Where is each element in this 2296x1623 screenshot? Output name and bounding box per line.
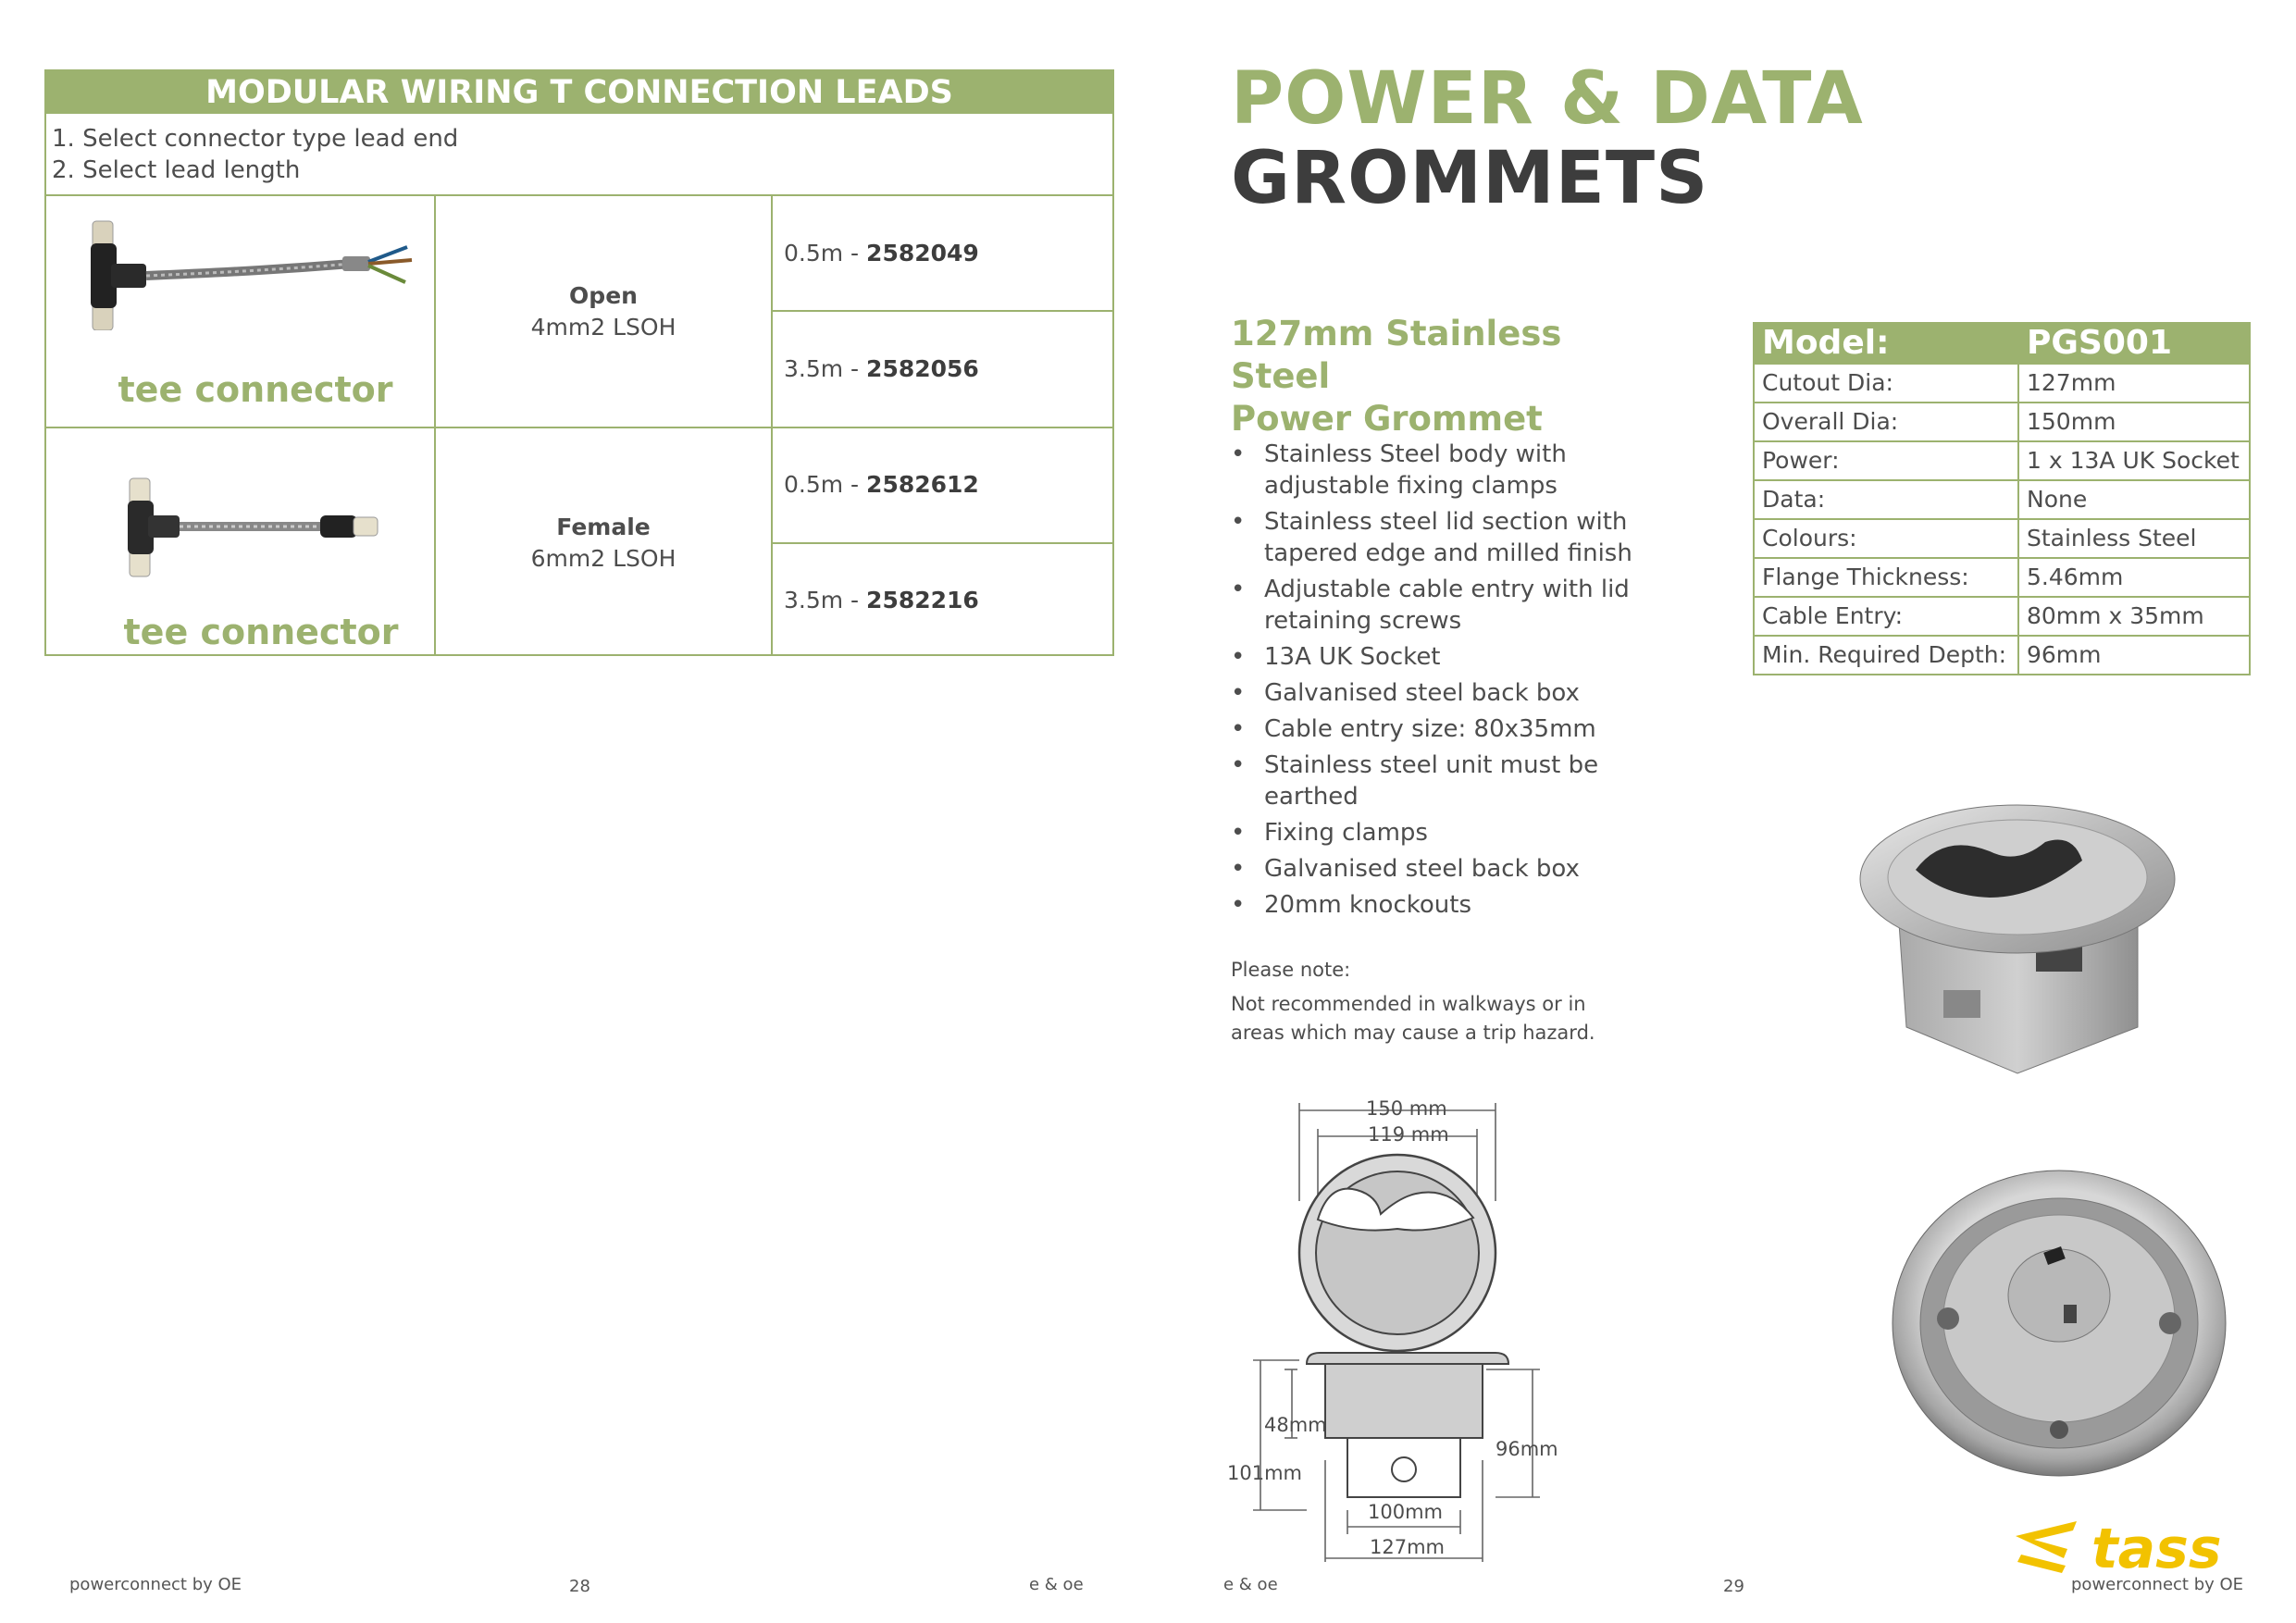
lead-length: 0.5m - [784,471,860,498]
divider [46,194,1112,196]
spec-label: Overall Dia: [1762,408,1899,435]
dim-total-depth: 101mm [1227,1462,1302,1484]
lead-length: 0.5m - [784,240,860,266]
dim-required-depth: 96mm [1496,1438,1558,1460]
divider [2017,442,2019,479]
spec-label: Cable Entry: [1762,602,1904,629]
spec-label: Cutout Dia: [1762,369,1893,396]
spec-row [1755,363,2249,402]
tass-logo [2012,1518,2256,1575]
spec-label: Data: [1762,486,1826,513]
lead-code: 2582056 [866,355,979,382]
feature-item: • 20mm knockouts [1231,889,1666,921]
page-title-line2: GROMMETS [1231,137,1709,220]
divider [2017,637,2019,674]
divider [2017,520,2019,557]
spec-row [1755,635,2249,674]
lead-type-name: Female [556,514,651,540]
connector-label: tee connector [123,612,399,652]
feature-item: • Galvanised steel back box [1231,853,1666,885]
open-tee-lead-image [74,219,426,330]
footer-brand-right: powerconnect by OE [2071,1575,2244,1594]
spec-table-header [1755,324,2249,363]
spec-value: 5.46mm [2027,564,2124,590]
feature-item: • Galvanised steel back box [1231,677,1666,709]
leads-table-heading: MODULAR WIRING T CONNECTION LEADS [46,71,1112,114]
spec-label: Flange Thickness: [1762,564,1969,590]
spec-row [1755,479,2249,518]
spec-row [1755,596,2249,635]
leads-table [44,69,1114,656]
lead-length-option [784,471,979,498]
lead-length-option [784,587,979,613]
divider [46,427,1112,428]
feature-item: • Fixing clamps [1231,817,1666,849]
spec-row [1755,402,2249,440]
grommet-top-photo [1888,1166,2230,1481]
feature-list [1231,439,1666,925]
footer-eoe-left: e & oe [1029,1575,1084,1594]
lead-type-spec: 6mm2 LSOH [530,545,676,572]
dim-inner: 119 mm [1368,1123,1449,1146]
spec-value: Stainless Steel [2027,525,2197,551]
divider [434,194,436,654]
feature-item: • Stainless steel lid section with tapered edge and milled finish [1231,506,1666,569]
product-subtitle [1231,313,1638,440]
lead-code: 2582216 [866,587,979,613]
page-title-line1: POWER & DATA [1231,57,1864,141]
female-tee-lead-image [111,477,416,578]
spec-label: Min. Required Depth: [1762,641,2007,668]
divider [2017,403,2019,440]
feature-item: • Stainless Steel body with adjustable fixing clamps [1231,439,1666,502]
lead-code: 2582049 [866,240,979,266]
footer-brand-left: powerconnect by OE [69,1575,242,1594]
connector-label: tee connector [118,369,393,410]
dim-cutout: 127mm [1370,1536,1445,1558]
spec-header-label: Model: [1762,324,1890,362]
spec-table [1753,322,2251,675]
logo-text: tass [2091,1518,2222,1575]
product-subtitle-line2: Power Grommet [1231,399,1543,439]
feature-item: • Cable entry size: 80x35mm [1231,713,1666,745]
spec-value: 96mm [2027,641,2102,668]
lead-length-option [784,240,979,266]
page-number-right: 29 [1723,1577,1744,1596]
note-title: Please note: [1231,959,1351,981]
divider [2017,481,2019,518]
dim-box-width: 100mm [1368,1501,1443,1523]
lead-length: 3.5m - [784,587,860,613]
note-body: Not recommended in walkways or in areas which may cause a trip hazard. [1231,993,1595,1044]
divider [2017,559,2019,596]
product-subtitle-line1: 127mm Stainless Steel [1231,314,1562,396]
page-number-left: 28 [569,1577,590,1596]
lead-length-option [784,355,979,382]
dim-overall: 150 mm [1366,1097,1447,1120]
spec-value: 150mm [2027,408,2116,435]
spec-value: 1 x 13A UK Socket [2027,447,2240,474]
lead-type-spec: 4mm2 LSOH [530,314,676,341]
dim-flange-depth: 48mm [1264,1414,1327,1436]
spec-row [1755,557,2249,596]
divider [2017,324,2019,363]
spec-value: None [2027,486,2088,513]
divider [773,542,1112,544]
spec-header-value: PGS001 [2027,324,2173,362]
grommet-angle-photo [1851,796,2184,1092]
grommet-dimension-drawing [1218,1090,1570,1562]
spec-value: 80mm x 35mm [2027,602,2204,629]
spec-row [1755,518,2249,557]
leads-instructions [52,123,458,186]
divider [771,194,773,654]
lead-type-name: Open [569,282,638,309]
feature-item: • Adjustable cable entry with lid retaining screws [1231,574,1666,637]
spec-label: Colours: [1762,525,1857,551]
footer-eoe-right: e & oe [1223,1575,1278,1594]
lead-code: 2582612 [866,471,979,498]
instruction-2: 2. Select lead length [52,156,301,184]
feature-item: • 13A UK Socket [1231,641,1666,673]
divider [773,310,1112,312]
instruction-1: 1. Select connector type lead end [52,125,459,153]
divider [2017,365,2019,402]
feature-item: • Stainless steel unit must be earthed [1231,750,1666,812]
spec-value: 127mm [2027,369,2116,396]
spec-row [1755,440,2249,479]
spec-label: Power: [1762,447,1840,474]
divider [2017,598,2019,635]
lead-length: 3.5m - [784,355,860,382]
